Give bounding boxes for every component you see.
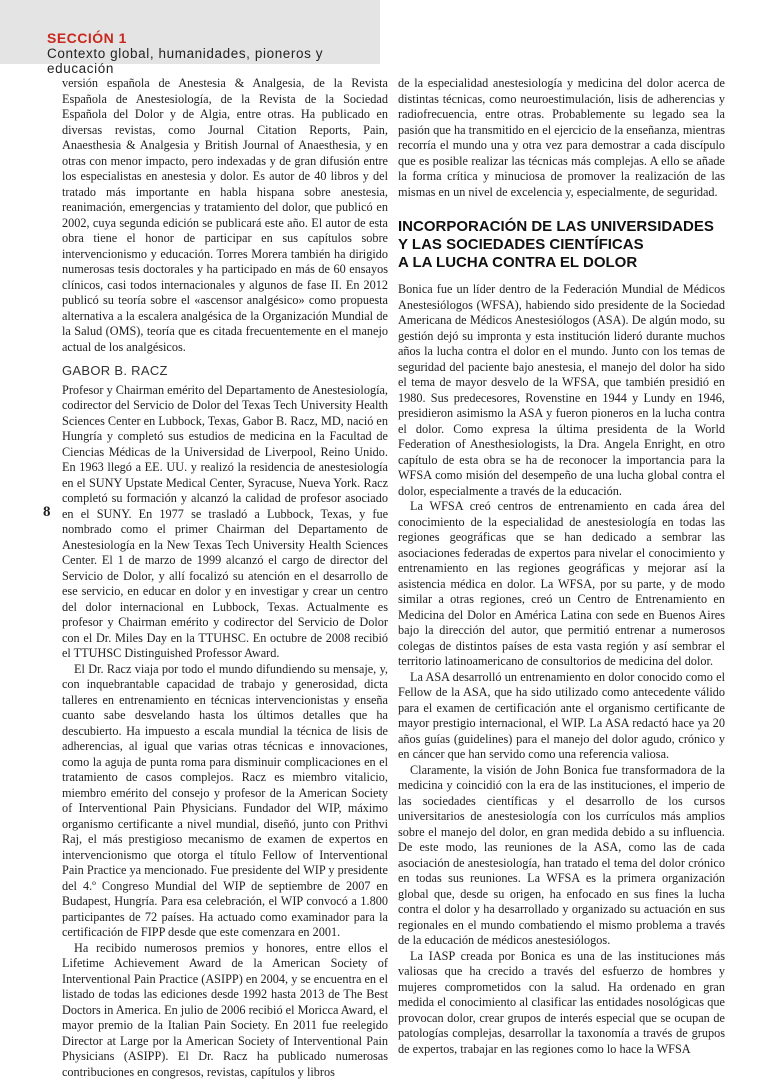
section-subtitle: Contexto global, humanidades, pioneros y educación xyxy=(47,46,380,76)
right-column xyxy=(398,76,725,1057)
section-header-band xyxy=(0,0,380,64)
section-heading-line: Y LAS SOCIEDADES CIENTÍFICAS xyxy=(398,236,725,254)
page-number: 8 xyxy=(43,504,51,521)
paragraph: La IASP creada por Bonica es una de las instituciones más valiosas que ha crecido a través del esfuerzo de hombres y mujeres comprometidos con la salud. Ha ordenado en gran medida el conocimiento al clasificar las entidades nosológicas que provocan dolor, crear grupos de interés especial que se ocupan de patologías complejas, desarrollar la taxonomía a través de grupos de expertos, trabajar en las regiones como lo hace la WFSA xyxy=(398,949,725,1058)
right-intro-paragraph: de la especialidad anestesiología y medicina del dolor acerca de distintas técnicas, como neuroestimulación, lisis de adherencias y radiofrecuencia, entre otras. Probablemente su legado sea la pasión que ha transmitido en el ejercicio de la enseñanza, mientras recorría el mundo una y otra vez para demostrar a cada discípulo que es posible realizar las técnicas más complejas. A ello se añade la forma crítica y minuciosa de promover la realización de las mismas en un nivel de excelencia y, especialmente, de seguridad. xyxy=(398,76,725,200)
paragraph: La WFSA creó centros de entrenamiento en cada área del conocimiento de la especialidad de anestesiología en todas las regiones geográficas que se han dedicado a sembrar las asociaciones federadas de expertos para nivelar el conocimiento y entrenamiento en las regiones geográficas y mejorar así la asistencia médica en dolor. La WFSA, por su parte, y de modo similar a otras regiones, creó un Centro de Entrenamiento en Medicina del Dolor en América Latina con sede en Buenos Aires bajo la dirección del autor, que permitió entrenar a numerosos colegas de distintos países de esta vasta región y así sembrar el territorio latinoamericano de consultorios de medicina del dolor. xyxy=(398,499,725,670)
section-heading-line: INCORPORACIÓN DE LAS UNIVERSIDADES xyxy=(398,218,725,236)
paragraph: El Dr. Racz viaja por todo el mundo difundiendo su mensaje, y, con inquebrantable capacidad de trabajo y generosidad, dicta talleres en entrenamiento en técnicas intervencionistas y enseña cuanto sabe desvelando hasta los últimos detalles que ha descubierto. Ha impuesto a escala mundial la técnica de lisis de adherencias, al igual que varias otras técnicas e innovaciones, como la aguja de punta roma para disminuir complicaciones en el tratamiento de casos complejos. Racz es miembro vitalicio, miembro emérito del consejo y profesor de la American Society of Interventional Pain Physicians. Fundador del WIP, máximo organismo certificante a nivel mundial, diseñó, junto con Prithvi Raj, el más prestigioso mecanismo de examen de expertos en intervencionismo que otorga el título Fellow of Interventional Pain Practice ya mencionado. Fue presidente del WIP y presidente del 4.º Congreso Mundial del WIP de septiembre de 2007 en Budapest, Hungría. Para esa celebración, el WIP convocó a 1.800 participantes de 72 países. Ha actuado como examinador para la certificación de FIPP desde que este comenzara en 2001. xyxy=(62,662,388,941)
left-intro-paragraph: versión española de Anestesia & Analgesia, de la Revista Española de Anestesiología, de la Revista de la Sociedad Española del Dolor y de Algia, entre otras. Ha publicado en diversas revistas, como Journal Citation Reports, Pain, Anaesthesia & Analgesia y British Journal of Anaesthesia, y en otras con menor impacto, pero indexadas y de gran difusión entre los especialistas en anestesia y dolor. Es autor de 40 libros y del tratado más importante en habla hispana sobre anestesia, reanimación, emergencias y tratamiento del dolor, que publicó en 2002, cuya segunda edición se publicará este año. El autor de esta obra tiene el honor de participar en sus capítulos sobre intervencionismo y educación. Torres Morera también ha dirigido numerosas tesis doctorales y ha participado en más de 60 ensayos clínicos, casi todos internacionales y algunos de fase II. En 2012 publicó su teoría sobre el «ascensor analgésico» como propuesta alternativa a la escalera analgésica de la Organización Mundial de la Salud (OMS), teoría que es citada frecuentemente en el manejo actual de los analgésicos. xyxy=(62,76,388,355)
paragraph: La ASA desarrolló un entrenamiento en dolor conocido como el Fellow de la ASA, que ha sido utilizado como antecedente válido para el examen de certificación ante el organismo certificante de mayor prestigio internacional, el WIP. La ASA redactó hace ya 20 años guías (guidelines) para el manejo del dolor agudo, crónico y en cáncer que han servido como una referencia valiosa. xyxy=(398,670,725,763)
subheading-gabor-racz: GABOR B. RACZ xyxy=(62,363,388,379)
left-column xyxy=(62,76,388,1080)
section-label: SECCIÓN 1 xyxy=(47,30,127,46)
paragraph: Claramente, la visión de John Bonica fue transformadora de la medicina y coincidió con la era de las instituciones, el imperio de las sociedades científicas y el desarrollo de los cursos universitarios de anestesiología con los currículos más amplios sobre el manejo del dolor, en gran medida debido a su influencia. De este modo, las reuniones de la ASA, como las de cada asociación de anestesiología, han tratado el tema del dolor crónico en todas sus reuniones. La WFSA es la primera organización global que, desde su origen, ha enfocado en sus fines la lucha contra el dolor y ha desarrollado y organizado su actuación en sus regionales en el mundo combatiendo el mismo problema a través de la educación de médicos anestesiólogos. xyxy=(398,763,725,949)
paragraph: Profesor y Chairman emérito del Departamento de Anestesiología, codirector del Servicio de Dolor del Texas Tech University Health Sciences Center en Lubbock, Texas, Gabor B. Racz, MD, nació en Hungría y completó sus estudios de medicina en la Facultad de Ciencias Médicas de la Universidad de Liverpool, Reino Unido. En 1963 llegó a EE. UU. y realizó la residencia de anestesiología en el SUNY Upstate Medical Center, Syracuse, Nueva York. Racz completó su formación y alcanzó la calidad de profesor asociado en el SUNY. En 1977 se trasladó a Lubbock, Texas, y fue nombrado como el primer Chairman del Departamento de Anestesiología en la New Texas Tech University Health Sciences Center. El 1 de marzo de 1999 alcanzó el cargo de director del Servicio de Dolor, y allí focalizó su atención en el desarrollo de ese servicio, en educar en dolor y en investigar y crear un centro del dolor internacional en Lubbock, Texas. Actualmente es profesor y Chairman emérito y codirector del Servicio de Dolor con el Dr. Miles Day en la TTUHSC. En octubre de 2008 recibió el TTUHSC Distinguished Professor Award. xyxy=(62,383,388,662)
paragraph: Ha recibido numerosos premios y honores, entre ellos el Lifetime Achievement Award de la American Society of Interventional Pain Practice (ASIPP) en 2004, y se encuentra en el listado de todas las ediciones desde 1992 hasta 2013 de The Best Doctors in America. En julio de 2006 recibió el Moricca Award, el mayor premio de la Italian Pain Society. En 2011 fue reelegido Director at Large por la American Society of Interventional Pain Physicians (ASIPP). El Dr. Racz ha publicado numerosas contribuciones en congresos, revistas, capítulos y libros xyxy=(62,941,388,1080)
section-heading-line: A LA LUCHA CONTRA EL DOLOR xyxy=(398,254,725,272)
paragraph: Bonica fue un líder dentro de la Federación Mundial de Médicos Anestesiólogos (WFSA), habiendo sido presidente de la Sociedad Americana de Médicos Anestesiólogos (ASA). De algún modo, su gestión dejó su impronta y esta institución lideró durante muchos años la lucha contra el dolor en el mundo. Junto con los temas de seguridad del paciente bajo anestesia, el manejo del dolor ha sido el tema de mayor desvelo de la WFSA, que también presidió en 1980. Sus predecesores, Rovenstine en 1944 y Lundy en 1946, presidieron asimismo la ASA y fueron pioneros en la lucha contra el dolor. Como expresa la última presidenta de la World Federation of Anesthesiologists, la Dra. Angela Enright, en otro capítulo de esta obra se ha de reconocer la importancia para la WFSA como misión del desempeño de una lucha global contra el dolor, especialmente a través de la educación. xyxy=(398,282,725,499)
section-heading xyxy=(398,218,725,272)
